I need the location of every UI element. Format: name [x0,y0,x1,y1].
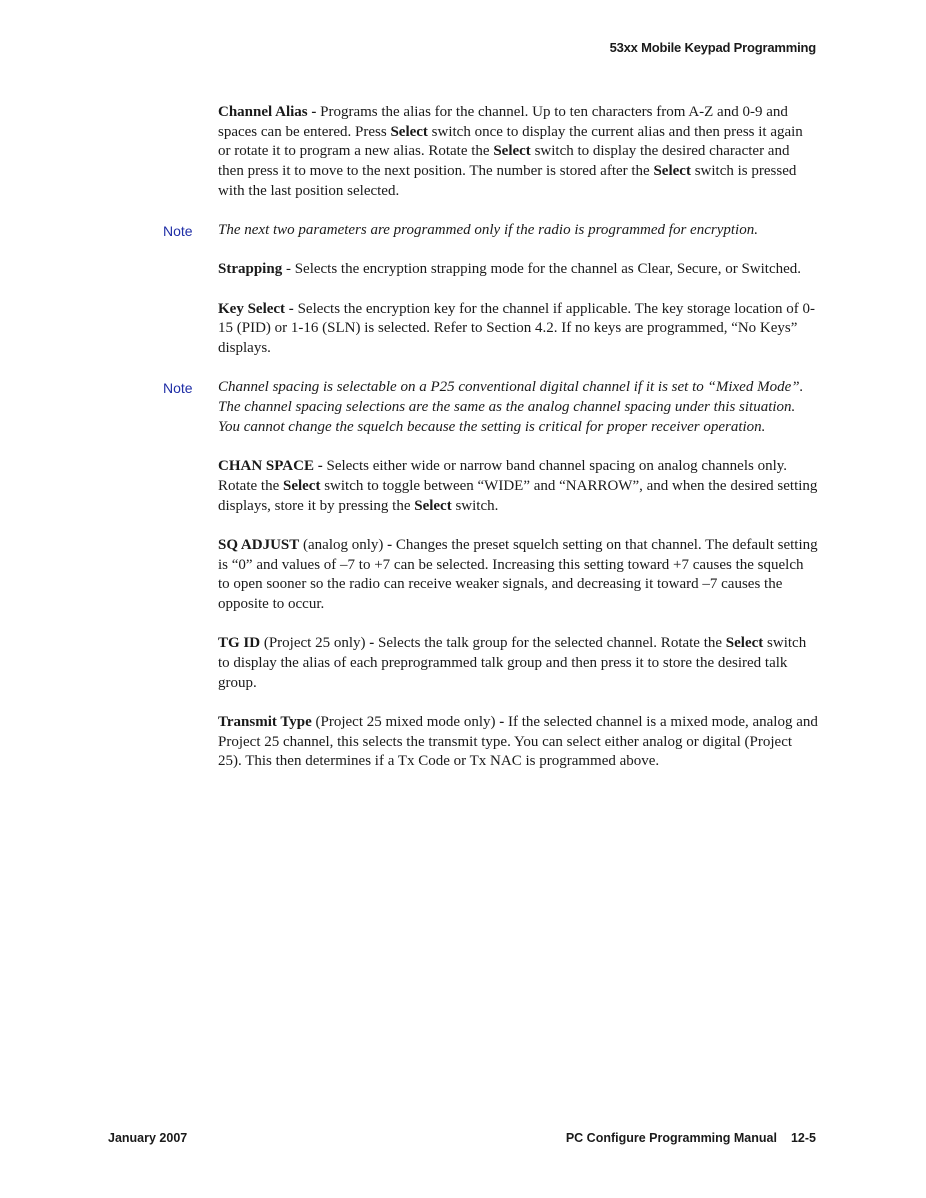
strapping-text: - Selects the encryption strapping mode for the channel as Clear, Secure, or Switched. [282,261,802,278]
key-select-paragraph [218,300,818,359]
sq-adjust-dash: - [387,536,393,553]
tg-id-text-1: Selects the talk group for the selected channel. Rotate the [374,635,726,652]
note-encryption-text: The next two parameters are programmed only if the radio is programmed for encryption. [218,222,758,239]
select-keyword: Select [493,143,531,160]
transmit-type-dash: - [499,713,505,730]
sq-adjust-paragraph [218,536,818,615]
note-label: Note [163,380,193,397]
channel-alias-paragraph [218,103,818,202]
strapping-paragraph [218,260,818,280]
tg-id-qualifier: (Project 25 only) [260,635,370,652]
select-keyword: Select [725,635,764,652]
transmit-type-qualifier: (Project 25 mixed mode only) [311,713,500,730]
select-keyword: Select [282,477,321,494]
tg-id-paragraph [218,634,818,693]
chan-space-text-2: switch to toggle between “WIDE” and “NARROW”, and when the desired setting displays, store it by pressing the [218,477,818,514]
note-channel-spacing-text: Channel spacing is selectable on a P25 conventional digital channel if it is set to “Mixed Mode”. The channel spacing selections are the same as the analog channel spacing under this situation. You cannot change the squelch because the setting is critical for proper receiver operation. [218,379,804,435]
select-keyword: Select [390,123,428,140]
chan-space-term: CHAN SPACE - [218,458,323,475]
transmit-type-paragraph [218,713,818,772]
chan-space-text-1: Selects either wide or narrow band channel spacing on analog channels only. Rotate the [218,458,788,494]
channel-alias-text-4: switch is pressed with the last position selected. [218,163,797,199]
channel-alias-text-1: Programs the alias for the channel. Up to ten characters from A-Z and 0-9 and spaces can be entered. Press [218,104,788,140]
channel-alias-text-3: switch to display the desired character and then press it to move to the next position. The number is stored after the [218,143,790,180]
note-label: Note [163,223,193,240]
transmit-type-text: If the selected channel is a mixed mode, analog and Project 25 channel, this selects the transmit type. You can select either analog or digital (Project 25). This then determines if a Tx Code or Tx NAC is programmed above. [218,713,818,770]
footer-date: January 2007 [108,1131,188,1145]
tg-id-term: TG ID [218,635,261,652]
note-channel-spacing [163,378,818,437]
sq-adjust-qualifier: (analog only) [299,536,388,553]
transmit-type-term: Transmit Type [218,713,312,730]
sq-adjust-text: Changes the preset squelch setting on that channel. The default setting is “0” and values of –7 to +7 can be selected. Increasing this setting toward +7 causes the squelch to open sooner so the radio can receive weaker signals, and decreasing it toward –7 causes the opposite to occur. [218,536,818,612]
note-encryption [163,221,818,241]
page-content [163,103,818,792]
chan-space-paragraph [218,457,818,516]
key-select-term: Key Select - [218,300,294,317]
channel-alias-text-2: switch once to display the current alias and then press it again or rotate it to program a new alias. Rotate the [218,123,803,160]
footer-manual-info [566,1131,816,1145]
channel-alias-term: Channel Alias - [218,104,317,120]
key-select-text: Selects the encryption key for the channel if applicable. The key storage location of 0-15 (PID) or 1-16 (SLN) is selected. Refer to Section 4.2. If no keys are programmed, “No Keys” displays. [218,300,816,357]
select-keyword: Select [414,497,452,514]
sq-adjust-term: SQ ADJUST [218,536,300,553]
footer-page-number: 12-5 [790,1131,816,1145]
select-keyword: Select [653,163,691,180]
page-header-title: 53xx Mobile Keypad Programming [609,40,816,55]
tg-id-dash: - [369,635,375,652]
tg-id-text-2: switch to display the alias of each preprogrammed talk group and then press it to store the desired talk group. [218,635,807,691]
chan-space-text-3: switch. [451,497,499,514]
footer-manual-title: PC Configure Programming Manual [565,1131,777,1145]
strapping-term: Strapping [218,261,283,278]
